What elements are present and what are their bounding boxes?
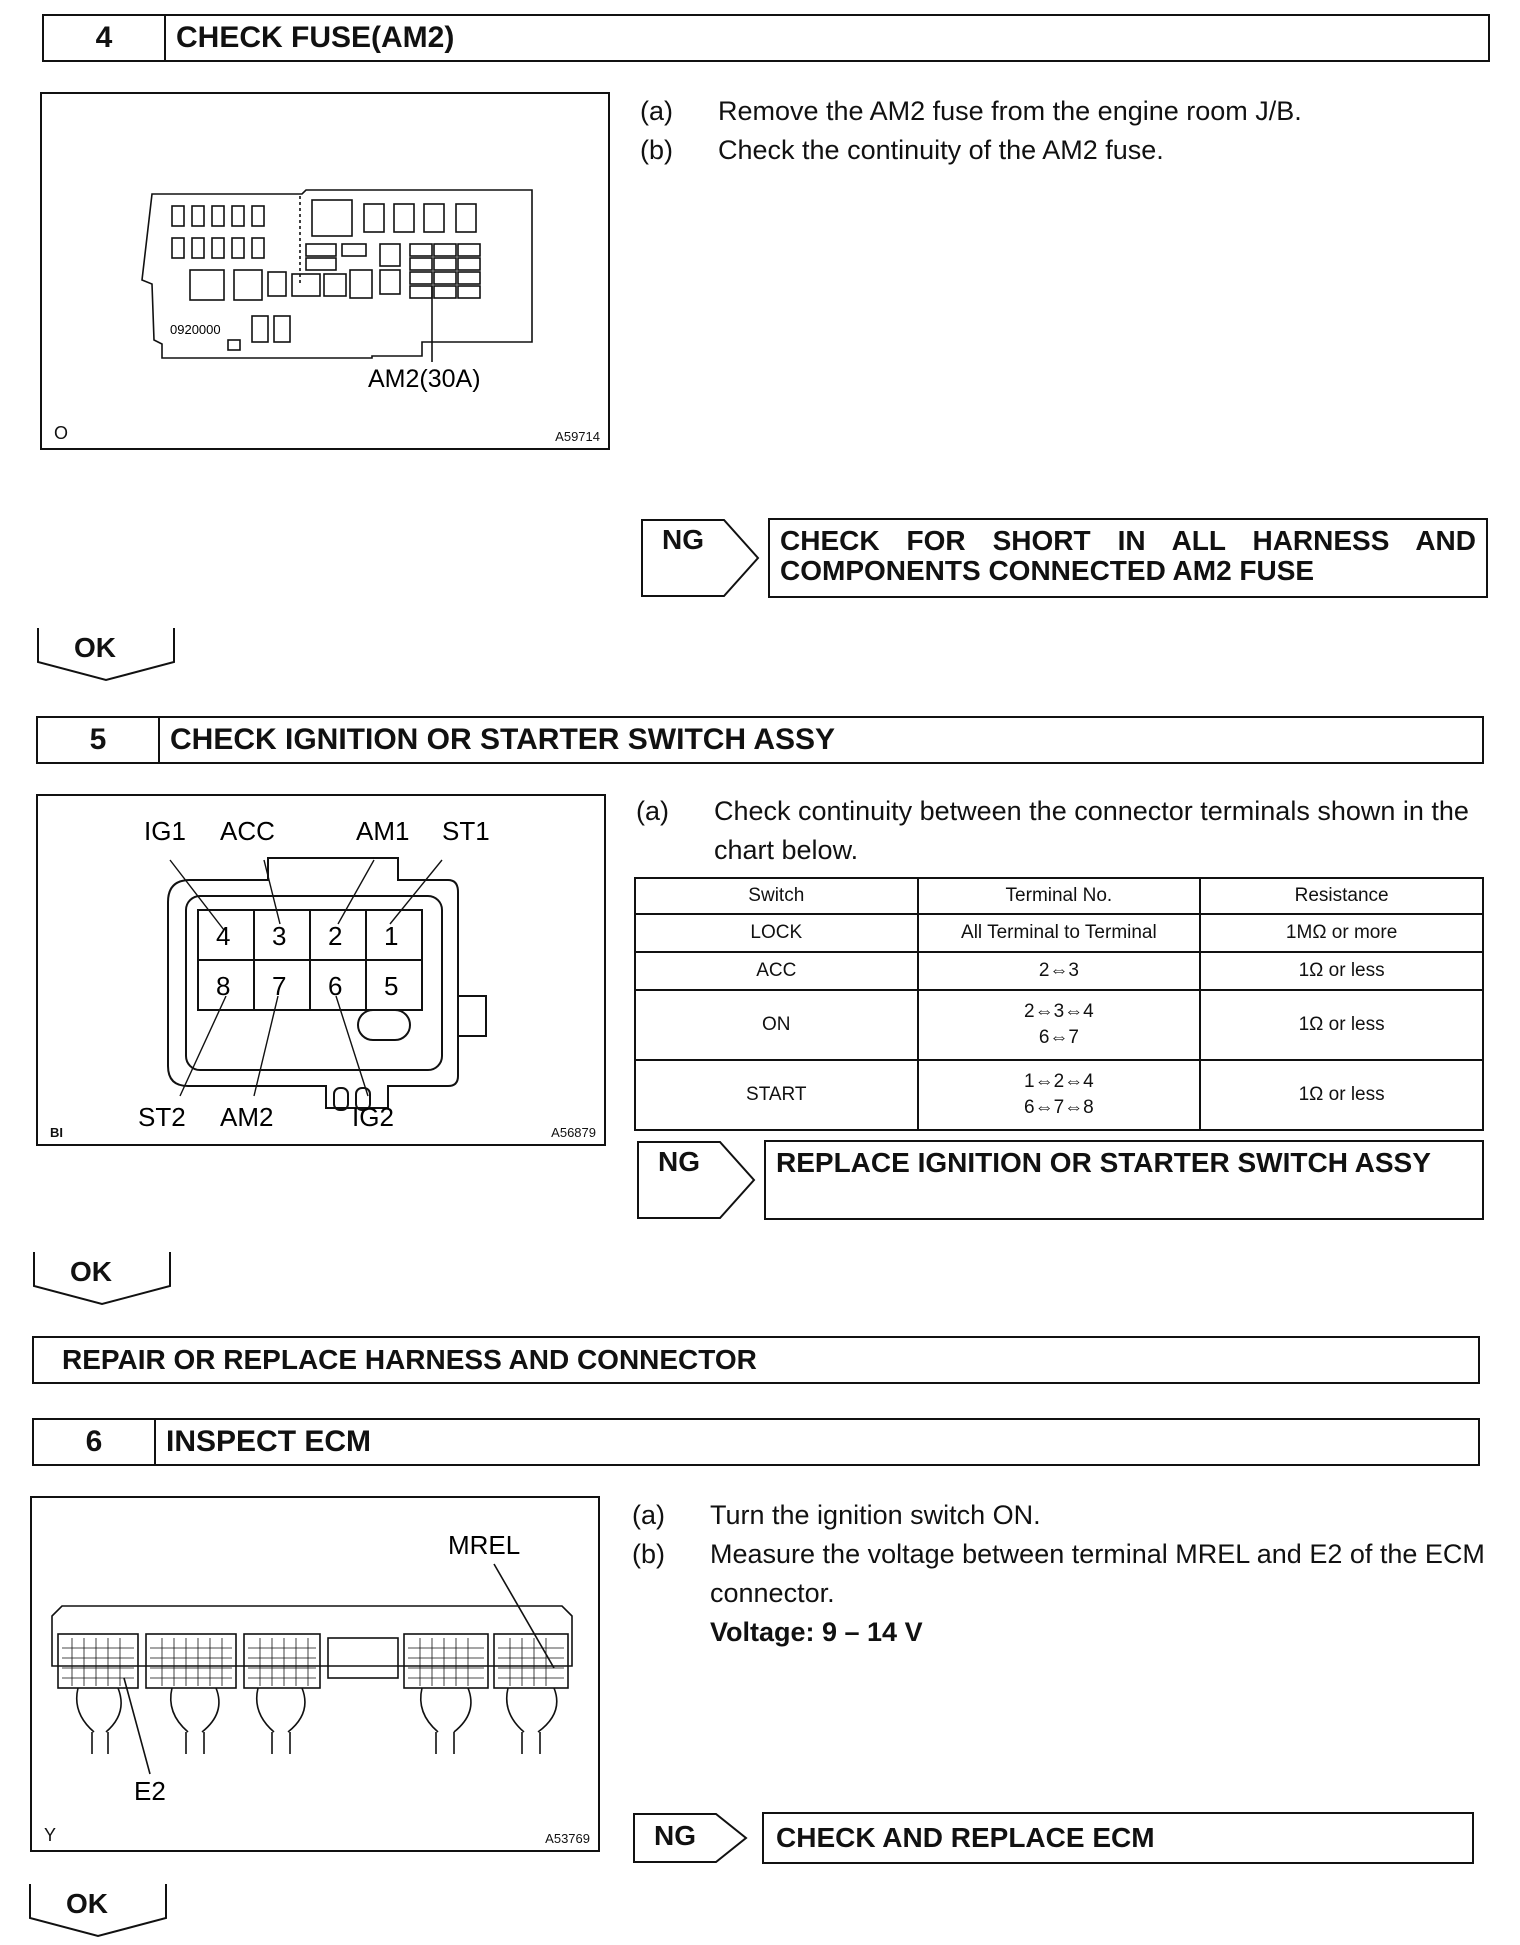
ecm-label-e2: E2 <box>134 1776 166 1806</box>
fuse-box-figure <box>40 92 610 450</box>
step-5-ng-branch <box>636 1140 1484 1220</box>
table-header: Switch <box>635 878 918 914</box>
fuse-code-text: 0920000 <box>170 322 221 337</box>
table-row <box>635 952 1483 990</box>
table-cell: START <box>635 1060 918 1130</box>
instruction-label: (b) <box>640 135 673 165</box>
terminal-number: 6 <box>328 971 343 1001</box>
step-4-instructions <box>640 92 1500 170</box>
step-5-ok-tag <box>32 1250 172 1304</box>
terminal-number: 2 <box>328 921 343 951</box>
terminal-number: 8 <box>216 971 231 1001</box>
ng-label: NG <box>662 524 704 555</box>
ng-action: CHECK AND REPLACE ECM <box>762 1812 1474 1864</box>
instruction-label: (a) <box>636 796 669 826</box>
ng-arrow-tag <box>640 518 760 598</box>
instruction-text: Measure the voltage between terminal MREL and E2 of the ECM connector. <box>710 1539 1485 1608</box>
terminal-label-st2: ST2 <box>138 1102 186 1132</box>
continuity-chart <box>634 877 1484 1131</box>
step-4-header <box>42 14 1490 62</box>
junction-block-diagram <box>42 94 608 448</box>
terminal-label-ig2: IG2 <box>352 1102 394 1132</box>
voltage-spec: Voltage: 9 – 14 V <box>710 1617 923 1647</box>
step-6-ng-branch <box>632 1812 1474 1864</box>
table-cell: LOCK <box>635 914 918 952</box>
terminal-line: 6⇔7⇔8 <box>1024 1097 1094 1118</box>
ok-label: OK <box>74 632 116 663</box>
connector-diagram <box>38 796 604 1144</box>
table-cell: 1Ω or less <box>1200 1060 1483 1130</box>
table-cell: 2⇔3 <box>918 952 1201 990</box>
step-title: CHECK FUSE(AM2) <box>176 21 455 54</box>
step-6-ok-tag <box>28 1882 168 1936</box>
table-row <box>635 990 1483 1060</box>
figure-corner-mark: Y <box>44 1825 57 1845</box>
table-cell: 1MΩ or more <box>1200 914 1483 952</box>
terminal-label-ig1: IG1 <box>144 816 186 846</box>
step-4-ng-branch <box>640 518 1488 598</box>
step-number: 4 <box>44 16 166 60</box>
table-cell <box>918 990 1201 1060</box>
terminal-label-am2: AM2 <box>220 1102 274 1132</box>
instruction-label: (b) <box>632 1539 665 1569</box>
ng-label: NG <box>654 1820 696 1851</box>
ecm-connector-figure <box>30 1496 600 1852</box>
terminal-label-acc: ACC <box>220 816 275 846</box>
repair-harness-bar: REPAIR OR REPLACE HARNESS AND CONNECTOR <box>32 1336 1480 1384</box>
instruction-text: Check the continuity of the AM2 fuse. <box>718 135 1164 165</box>
table-cell: 1Ω or less <box>1200 952 1483 990</box>
table-row <box>635 914 1483 952</box>
step-title: INSPECT ECM <box>166 1425 372 1458</box>
table-cell: 1Ω or less <box>1200 990 1483 1060</box>
table-cell: All Terminal to Terminal <box>918 914 1201 952</box>
ok-label: OK <box>66 1888 108 1919</box>
table-header: Terminal No. <box>918 878 1201 914</box>
terminal-number: 1 <box>384 921 399 951</box>
terminal-number: 3 <box>272 921 287 951</box>
step-number: 5 <box>38 718 160 762</box>
step-6-header <box>32 1418 1480 1466</box>
ng-arrow-tag <box>632 1812 754 1864</box>
step-number: 6 <box>34 1420 156 1464</box>
ng-label: NG <box>658 1146 700 1177</box>
figure-code: A59714 <box>555 429 600 444</box>
instruction-label: (a) <box>640 96 673 126</box>
table-cell: ACC <box>635 952 918 990</box>
step-5-instructions <box>636 792 1496 870</box>
ecm-label-mrel: MREL <box>448 1530 521 1560</box>
table-cell: ON <box>635 990 918 1060</box>
table-cell <box>918 1060 1201 1130</box>
figure-code: A56879 <box>551 1125 596 1140</box>
terminal-label-st1: ST1 <box>442 816 490 846</box>
instruction-text: Check continuity between the connector terminals shown in the chart below. <box>714 796 1469 865</box>
ng-action: REPLACE IGNITION OR STARTER SWITCH ASSY <box>764 1140 1484 1220</box>
fuse-callout: AM2(30A) <box>368 365 481 393</box>
terminal-line: 2⇔3⇔4 <box>1024 1001 1094 1022</box>
ok-label: OK <box>70 1256 112 1287</box>
switch-connector-figure <box>36 794 606 1146</box>
terminal-label-am1: AM1 <box>356 816 410 846</box>
figure-code: A53769 <box>545 1831 590 1846</box>
terminal-number: 7 <box>272 971 287 1001</box>
instruction-text: Remove the AM2 fuse from the engine room J/B. <box>718 96 1302 126</box>
figure-corner-mark: O <box>54 423 69 443</box>
step-6-instructions <box>632 1496 1492 1652</box>
instruction-text: Turn the ignition switch ON. <box>710 1500 1041 1530</box>
ng-arrow-tag <box>636 1140 756 1220</box>
terminal-line: 6⇔7 <box>1038 1027 1079 1048</box>
ecm-diagram <box>32 1498 598 1850</box>
instruction-label: (a) <box>632 1500 665 1530</box>
ng-action: CHECK FOR SHORT IN ALL HARNESS AND COMPONENTS CONNECTED AM2 FUSE <box>768 518 1488 598</box>
terminal-number: 5 <box>384 971 399 1001</box>
table-header: Resistance <box>1200 878 1483 914</box>
step-title: CHECK IGNITION OR STARTER SWITCH ASSY <box>170 723 836 756</box>
figure-corner-mark: BI <box>50 1125 63 1140</box>
table-row <box>635 1060 1483 1130</box>
terminal-line: 1⇔2⇔4 <box>1024 1071 1094 1092</box>
step-5-header <box>36 716 1484 764</box>
terminal-number: 4 <box>216 921 231 951</box>
step-4-ok-tag <box>36 626 176 680</box>
